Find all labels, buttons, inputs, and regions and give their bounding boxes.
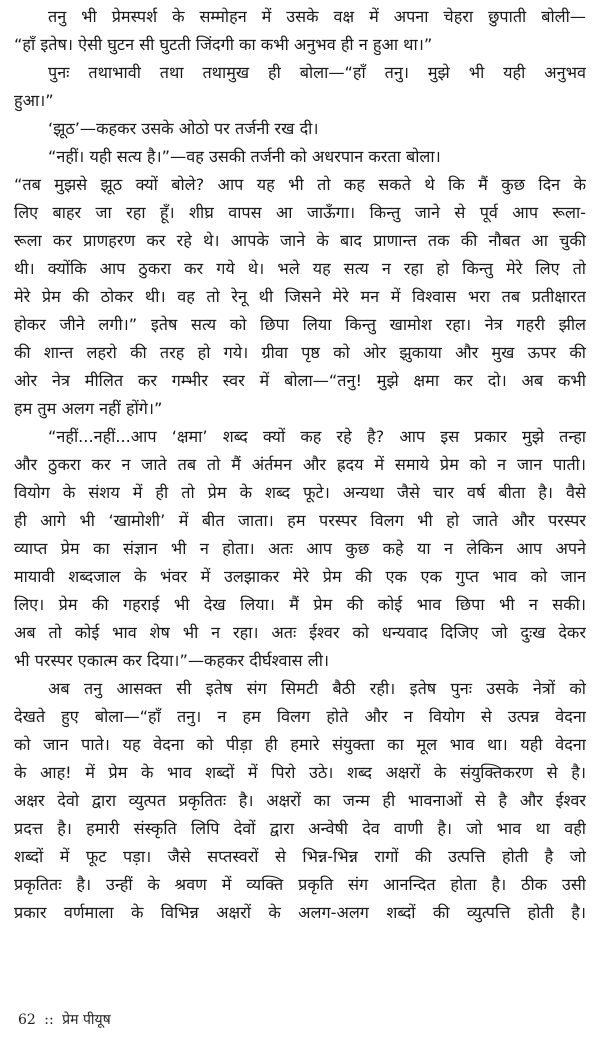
text-line: “नहीं...नहीं...आप ‘क्षमा’ शब्द क्यों कह रहे है? आप इस प्रकार मुझे तन्हा: [48, 427, 586, 446]
text-line: के आह! में प्रेम के भाव शब्दों में पिरो उठे। शब्द अक्षरों के संयुक्तिकरण से है।: [14, 763, 586, 782]
text-line: वियोग के संशय में ही तो प्रेम के शब्द फूटे। अन्यथा जैसे चार वर्ष बीता है। वैसे: [14, 483, 586, 502]
body-text: [14, 3, 586, 927]
text-line: पुनः तथाभावी तथा तथामुख ही बोला—“हाँ तनु। मुझे भी यही अनुभव: [48, 63, 586, 82]
text-line: प्रदत्त है। हमारी संस्कृति लिपि देवों द्वारा अन्वेषी देव वाणी है। जो भाव था वही: [14, 819, 586, 838]
text-line: रूला कर प्राणहरण कर रहे थे। आपके जाने के बाद प्राणान्त तक की नौबत आ चुकी: [14, 231, 586, 250]
text-line: लिए। प्रेम की गहराई भी देख लिया। मैं प्रेम की कोई भाव छिपा भी न सकी।: [14, 595, 586, 614]
text-line: “तब मुझसे झूठ क्यों बोले? आप यह भी तो कह सकते थे कि मैं कुछ दिन के: [14, 175, 586, 194]
book-title: प्रेम पीयूष: [62, 1012, 111, 1028]
text-line: लिए बाहर जा रहा हूँ। शीघ्र वापस आ जाऊँगा। किन्तु जाने से पूर्व आप रूला-: [14, 203, 586, 222]
text-line: और ठुकरा कर न जाते तब तो मैं अंर्तमन और ह्रदय में समाये प्रेम को न जान पाती।: [14, 455, 586, 474]
text-line: की शान्त लहरो की तरह हो गये। ग्रीवा पृष्ठ को ओर झुकाया और मुख ऊपर की: [14, 343, 586, 362]
text-line: अक्षर देवो द्वारा व्युत्पत प्रकृतितः है। अक्षरों का जन्म ही भावनाओं से है और ईश्वर: [14, 791, 586, 810]
text-line: हम तुम अलग नहीं होंगे।”: [14, 399, 163, 418]
text-line: अब तो कोई भाव शेष भी न रहा। अतः ईश्वर को धन्यवाद दिजिए जो दुःख देकर: [14, 623, 586, 642]
text-line: ही आगे भी ‘खामोशी’ में बीत जाता। हम परस्पर विलग भी हो जाते और परस्पर: [14, 511, 586, 530]
footer-separator: ::: [44, 1012, 54, 1028]
text-line: देखते हुए बोला—“हाँ तनु। न हम विलग होते और न वियोग से उत्पन्न वेदना: [14, 707, 586, 726]
text-line: व्याप्त प्रेम का संज्ञान भी न होता। अतः आप कुछ कहे या न लेकिन आप अपने: [14, 539, 586, 558]
text-line: “नहीं। यही सत्य है।”—वह उसकी तर्जनी को अधरपान करता बोला।: [48, 147, 441, 166]
text-line: मेरे प्रेम की ठोकर थी। वह तो रेनू थी जिसने मेरे मन में विश्वास भरा तब प्रतीक्षारत: [14, 287, 586, 306]
text-line: थी। क्योंकि आप ठुकरा कर गये थे। भले यह सत्य न रहा हो किन्तु मेरे लिए तो: [14, 259, 586, 278]
text-line: “हाँ इतेष। ऐसी घुटन सी घुटती जिंदगी का कभी अनुभव ही न हुआ था।”: [14, 35, 433, 54]
page-footer: [18, 1010, 111, 1030]
text-line: मायावी शब्दजाल के भंवर में उलझाकर मेरे प्रेम की एक एक गुप्त भाव को जान: [14, 567, 586, 586]
page-number: 62: [18, 1012, 36, 1028]
text-line: प्रकृतितः है। उन्हीं के श्रवण में व्यक्ति प्रकृति संग आनन्दित होता है। ठीक उसी: [14, 875, 586, 894]
text-line: ओर नेत्र मीलित कर गम्भीर स्वर में बोला—“तनु! मुझे क्षमा कर दो। अब कभी: [14, 371, 586, 390]
text-line: शब्दों में फूट पड़ा। जैसे सप्तस्वरों से भिन्न-भिन्न रागों की उत्पत्ति होती है जो: [14, 847, 586, 866]
text-line: होकर जीने लगी।” इतेष सत्य को छिपा लिया किन्तु खामोश रहा। नेत्र गहरी झील: [14, 315, 586, 334]
text-line: तनु भी प्रेमस्पर्श के सम्मोहन में उसके वक्ष में अपना चेहरा छुपाती बोली—: [48, 7, 586, 26]
text-line: भी परस्पर एकात्म कर दिया।”—कहकर दीर्घश्वास ली।: [14, 651, 330, 670]
text-line: प्रकार वर्णमाला के विभिन्न अक्षरों के अलग-अलग शब्दों की व्युत्पत्ति होती है।: [14, 903, 586, 922]
text-line: अब तनु आसक्त सी इतेष संग सिमटी बैठी रही। इतेष पुनः उसके नेत्रों को: [48, 679, 586, 698]
text-line: ‘झूठ’—कहकर उसके ओठो पर तर्जनी रख दी।: [48, 119, 319, 138]
text-line: हुआ।”: [14, 91, 54, 110]
text-line: को जान पाते। यह वेदना को पीड़ा ही हमारे संयुक्ता का मूल भाव था। यही वेदना: [14, 735, 586, 754]
